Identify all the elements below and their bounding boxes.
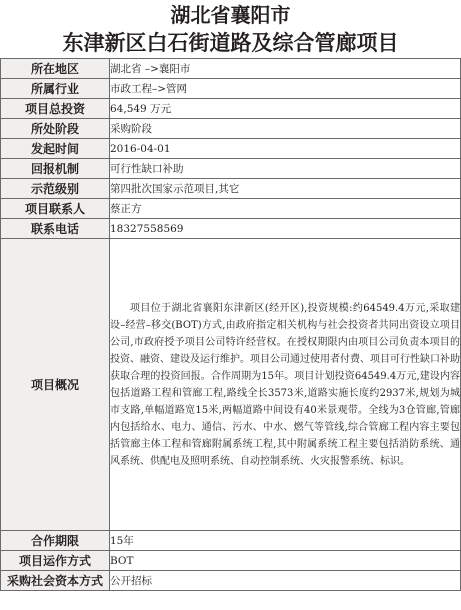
table-row xyxy=(1,239,461,531)
title-line-2: 东津新区白石街道路及综合管廊项目 xyxy=(62,31,399,55)
row-value-start-date: 2016-04-01 xyxy=(110,139,461,159)
row-label-investment: 项目总投资 xyxy=(1,99,110,119)
row-label-phone: 联系电话 xyxy=(1,219,110,239)
row-label-term: 合作期限 xyxy=(1,531,110,551)
table-row xyxy=(1,79,461,99)
row-value-investment: 64,549 万元 xyxy=(110,99,461,119)
table-row xyxy=(1,59,461,79)
table-row xyxy=(1,531,461,551)
row-label-procurement: 采购社会资本方式 xyxy=(1,571,110,591)
table-row xyxy=(1,199,461,219)
row-label-industry: 所属行业 xyxy=(1,79,110,99)
title-line-1: 湖北省襄阳市 xyxy=(170,3,291,27)
row-label-start-date: 发起时间 xyxy=(1,139,110,159)
table-row xyxy=(1,119,461,139)
row-label-demo-level: 示范级别 xyxy=(1,179,110,199)
row-label-operation-mode: 项目运作方式 xyxy=(1,551,110,571)
overview-text: 项目位于湖北省襄阳东津新区(经开区),投资规模:约64549.4万元,采取建设–经营–移交(BOT)方式,由政府指定相关机构与社会投资者共同出资设立项目公司,市政府授予项目公司特许经营权。在授权期限内由项目公司负责本项目的投资、融资、建设及运行维护。项目公司通过使用者付费、项目可行性缺口补助获取合理的投资回报。合作周期为15年。项目计划投资64549.4万元,建设内容包括道路工程和管廊工程,路线全长3573米,道路实施长度约2937米,规划为城市支路,单幅道路宽15米,两幅道路中间设有40米景观带。全线为3仓管廊,管廊内包括给水、电力、通信、污水、中水、燃气等管线,综合管廊工程内容主要包括管廊主体工程和管廊附属系统工程,其中附属系统工程主要包括消防系统、通风系统、供配电及照明系统、自动控制系统、火灾报警系统、标识。 xyxy=(110,302,460,467)
table-row xyxy=(1,551,461,571)
project-info-table xyxy=(0,58,461,591)
row-value-region: 湖北省 –>襄阳市 xyxy=(110,59,461,79)
row-label-contact: 项目联系人 xyxy=(1,199,110,219)
row-value-return-mechanism: 可行性缺口补助 xyxy=(110,159,461,179)
row-value-phone: 18327558569 xyxy=(110,219,461,239)
table-row xyxy=(1,99,461,119)
row-label-region: 所在地区 xyxy=(1,59,110,79)
table-row xyxy=(1,139,461,159)
row-value-overview xyxy=(110,239,461,531)
table-row xyxy=(1,219,461,239)
row-value-demo-level: 第四批次国家示范项目,其它 xyxy=(110,179,461,199)
row-value-stage: 采购阶段 xyxy=(110,119,461,139)
row-value-operation-mode: BOT xyxy=(110,551,461,571)
row-value-industry: 市政工程–>管网 xyxy=(110,79,461,99)
row-value-contact: 蔡正方 xyxy=(110,199,461,219)
table-row xyxy=(1,159,461,179)
table-row xyxy=(1,571,461,591)
row-label-overview: 项目概况 xyxy=(1,239,110,531)
row-label-return-mechanism: 回报机制 xyxy=(1,159,110,179)
row-value-term: 15年 xyxy=(110,531,461,551)
row-value-procurement: 公开招标 xyxy=(110,571,461,591)
table-row xyxy=(1,179,461,199)
row-label-stage: 所处阶段 xyxy=(1,119,110,139)
